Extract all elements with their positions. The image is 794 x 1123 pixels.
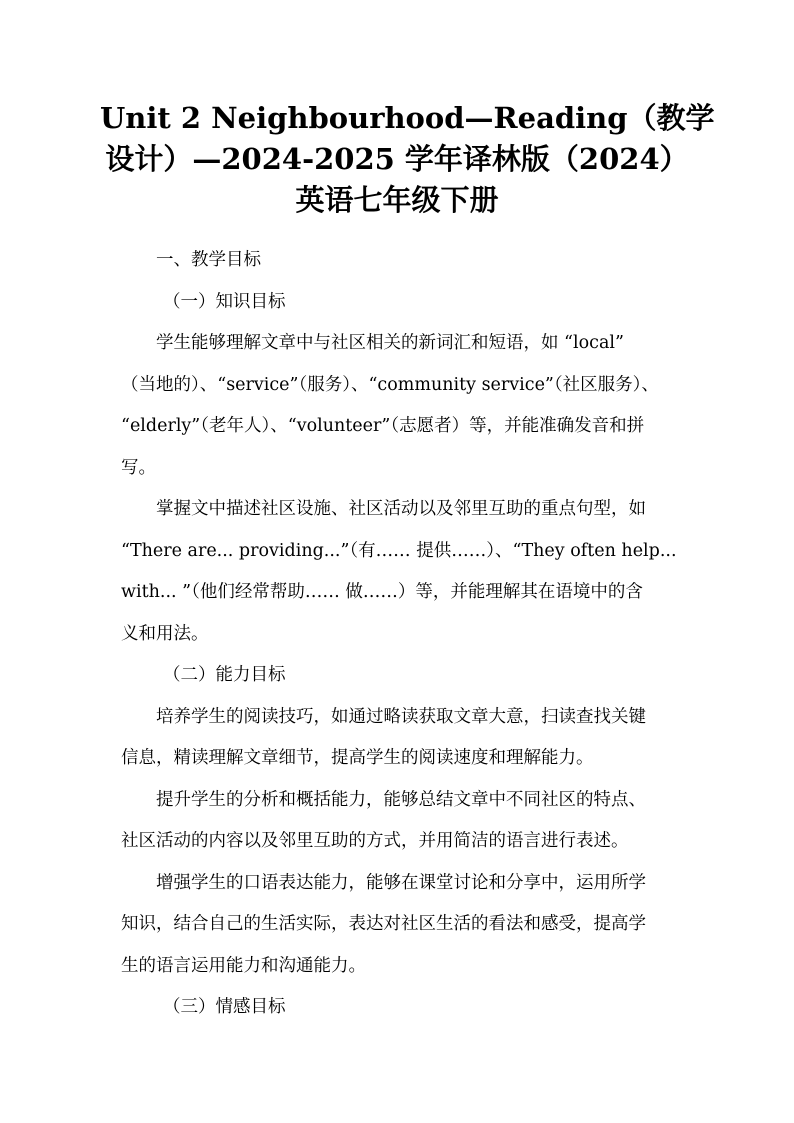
paragraph-line: 义和用法。 (121, 623, 209, 644)
title-line: Unit 2 Neighbourhood—Reading（教学 (100, 101, 715, 135)
paragraph-line: 生的语言运用能力和沟通能力。 (121, 955, 366, 976)
paragraph-line: 信息，精读理解文章细节，提高学生的阅读速度和理解能力。 (121, 748, 594, 768)
document-title (100, 98, 715, 221)
paragraph-line: with... ”（他们经常帮助…… 做……）等，并能理解其在语境中的含 (121, 582, 643, 602)
paragraph-line: 社区活动的内容以及邻里互助的方式，并用简洁的语言进行表述。 (121, 831, 629, 851)
paragraph-line: 写。 (121, 457, 156, 478)
paragraph-line: 培养学生的阅读技巧，如通过略读获取文章大意，扫读查找关键 (156, 706, 646, 727)
subsection-heading-knowledge: （一）知识目标 (163, 291, 286, 312)
section-heading-teaching-goals: 一、教学目标 (156, 250, 261, 270)
paragraph-line: “There are... providing...”（有…… 提供……）、“They often help... (121, 540, 677, 561)
paragraph-line: 增强学生的口语表达能力，能够在课堂讨论和分享中，运用所学 (156, 872, 646, 893)
paragraph-line: 知识，结合自己的生活实际，表达对社区生活的看法和感受，提高学 (121, 914, 646, 934)
subsection-heading-ability: （二）能力目标 (163, 665, 286, 685)
subsection-heading-emotion: （三）情感目标 (163, 997, 286, 1017)
title-line: 设计）—2024-2025 学年译林版（2024） (105, 142, 689, 176)
paragraph-line: （当地的）、“service”（服务）、“community service”（社区服务）、 (121, 374, 659, 395)
paragraph-line: 掌握文中描述社区设施、社区活动以及邻里互助的重点句型，如 (156, 499, 646, 519)
title-line: 英语七年级下册 (295, 183, 499, 217)
paragraph-line: 学生能够理解文章中与社区相关的新词汇和短语，如 “local” (156, 333, 624, 353)
paragraph-line: 提升学生的分析和概括能力，能够总结文章中不同社区的特点、 (156, 789, 646, 810)
paragraph-line: “elderly”（老年人）、“volunteer”（志愿者）等，并能准确发音和拼 (121, 416, 645, 436)
